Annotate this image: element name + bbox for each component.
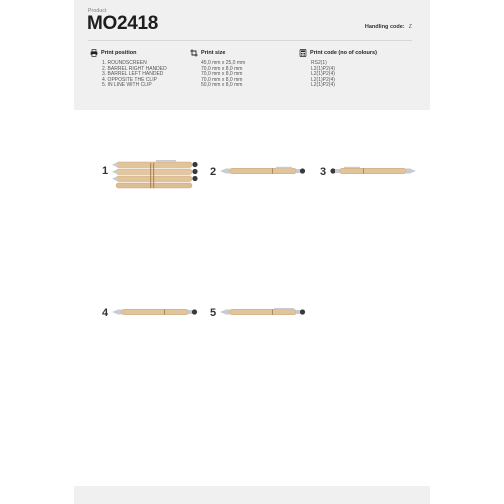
- crop-icon: [190, 49, 198, 57]
- view-number-2: 2: [210, 166, 217, 178]
- view-number-3: 3: [320, 166, 327, 178]
- list-item: 3. BARREL LEFT HANDED: [102, 71, 164, 78]
- list-item: 45,0 mm x 25,0 mm: [201, 60, 246, 66]
- list-item: 70,0 mm x 8,0 mm: [201, 65, 243, 72]
- print-position-column: [90, 48, 167, 89]
- print-size-title: Print size: [201, 49, 226, 56]
- product-code: MO2418: [87, 13, 159, 34]
- print-size-heading: [190, 48, 245, 57]
- list-item: 2. BARREL RIGHT HANDED: [102, 65, 167, 72]
- view-number-4: 4: [102, 307, 109, 319]
- handling-code: [365, 24, 412, 30]
- pen-view-3-image: [330, 165, 416, 177]
- list-item: 50,0 mm x 8,0 mm: [201, 82, 243, 89]
- list-item: L2(1)P2(4): [311, 71, 335, 78]
- product-label: Product: [88, 8, 107, 14]
- print-code-list: [311, 61, 377, 89]
- footer-band: [74, 486, 430, 504]
- list-item: 1. ROUNDSCREEN: [102, 60, 147, 66]
- view-number-5: 5: [210, 307, 217, 319]
- list-item: 70,0 mm x 8,0 mm: [201, 71, 243, 78]
- list-item: 4. OPPOSITE THE CLIP: [102, 76, 157, 83]
- list-item: 70,0 mm x 8,0 mm: [201, 76, 243, 83]
- list-item: RS2(1): [311, 60, 327, 66]
- print-position-title: Print position: [101, 49, 137, 56]
- list-item: L2(1)P2(4): [311, 65, 335, 72]
- print-position-list: [102, 61, 167, 89]
- print-code-column: [299, 48, 377, 89]
- view-number-1: 1: [102, 165, 109, 177]
- list-item: 5. IN LINE WITH CLIP: [102, 82, 152, 89]
- list-item: L2(1)P2(4): [311, 82, 335, 89]
- handling-code-label: Handling code:: [364, 24, 405, 30]
- product-sheet: [74, 0, 430, 504]
- header-panel: [74, 0, 430, 110]
- print-size-list: [201, 61, 245, 89]
- print-code-heading: [299, 48, 377, 57]
- header-divider: [88, 40, 412, 41]
- pen-view-1-image: [112, 158, 200, 190]
- pen-view-4-image: [112, 306, 198, 318]
- print-code-title: Print code (no of colours): [310, 49, 377, 56]
- printer-icon: [90, 49, 98, 57]
- handling-code-value: Z: [408, 24, 412, 30]
- list-item: L2(1)P2(4): [311, 76, 335, 83]
- pen-view-2-image: [220, 165, 306, 177]
- print-position-heading: [90, 48, 167, 57]
- print-size-column: [190, 48, 245, 89]
- pen-view-5-image: [220, 305, 306, 317]
- calculator-icon: [299, 49, 307, 57]
